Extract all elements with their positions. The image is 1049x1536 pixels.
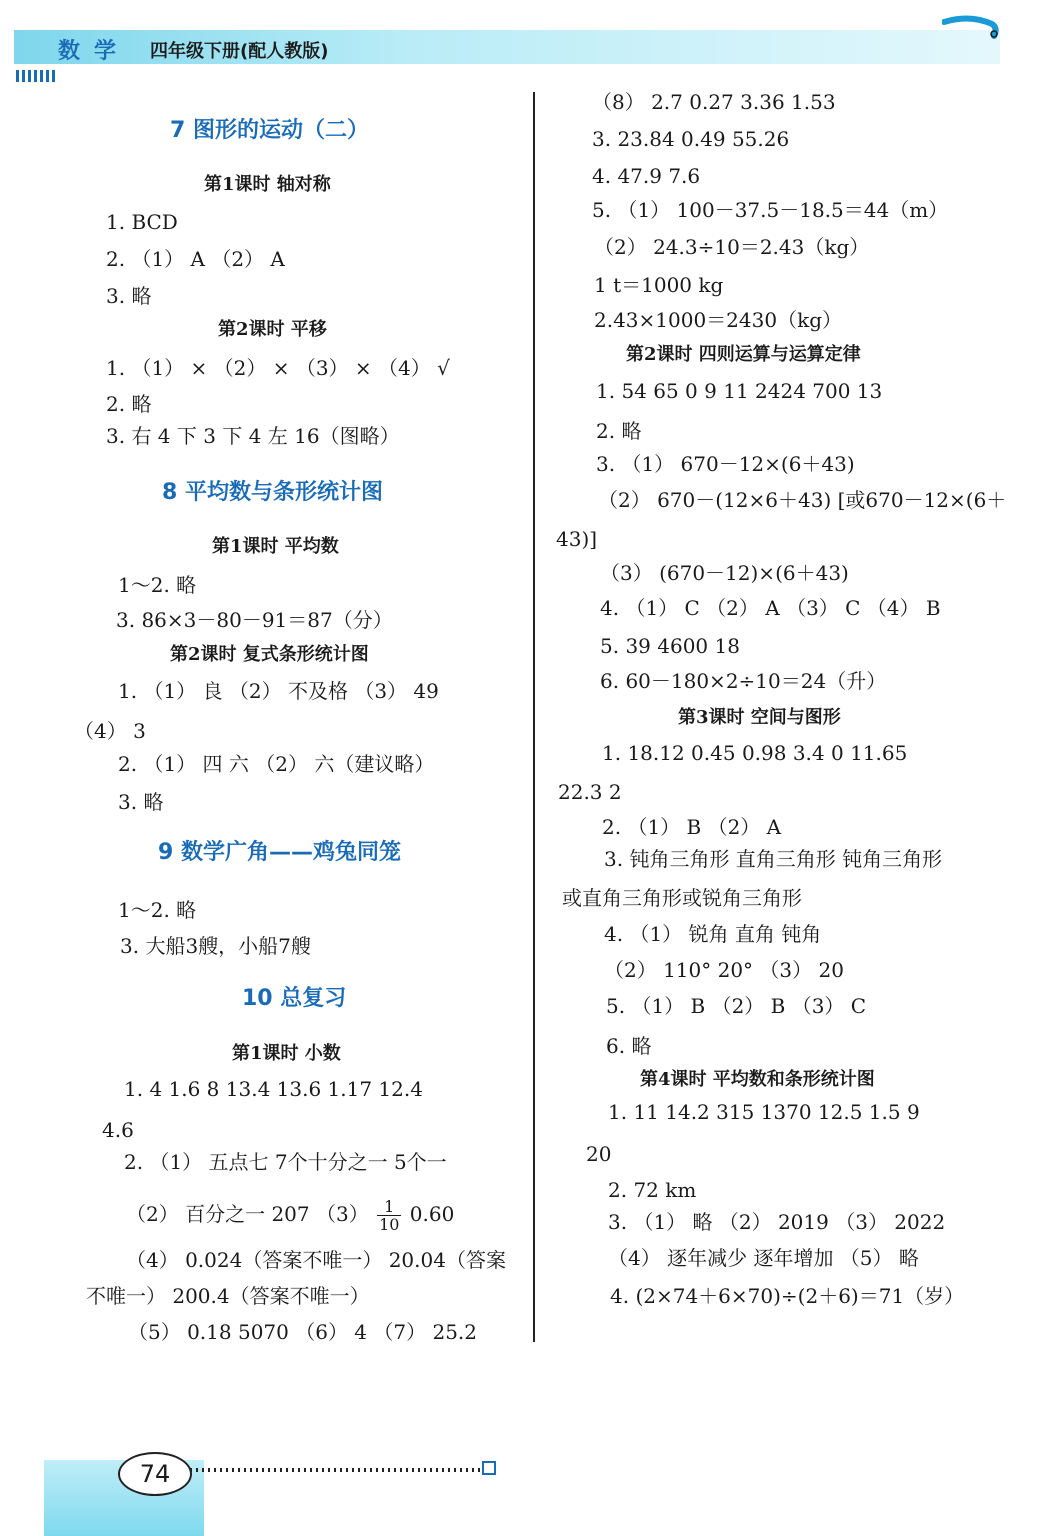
answer-line: 1. BCD [106, 210, 178, 234]
chapter-heading: 7 图形的运动（二） [170, 118, 369, 143]
answer-line: 5. （1） 100－37.5－18.5＝44（m） [592, 198, 949, 222]
answer-line: 1. （1） × （2） × （3） × （4） √ [106, 356, 450, 380]
answer-line: 1. （1） 良 （2） 不及格 （3） 49 [118, 679, 439, 703]
fraction-denominator: 10 [379, 1215, 400, 1234]
answer-line: （2） 670－(12×6＋43) [或670－12×(6＋ [598, 488, 1007, 512]
answer-line: 3. 钝角三角形 直角三角形 钝角三角形 [604, 847, 943, 871]
header-book-title: 四年级下册(配人教版) [150, 41, 329, 62]
answer-line: 1. 11 14.2 315 1370 12.5 1.5 9 [608, 1100, 920, 1124]
answer-line: 43)] [556, 527, 598, 551]
answer-line: 4. （1） 锐角 直角 钝角 [604, 922, 822, 946]
answer-line: 4. 47.9 7.6 [592, 164, 701, 188]
answer-line: 2.43×1000＝2430（kg） [594, 308, 843, 332]
fraction-numerator: 1 [377, 1198, 401, 1216]
answer-line: 2. （1） A （2） A [106, 247, 285, 271]
header-swoosh-icon [942, 14, 1000, 40]
column-divider [533, 92, 535, 1342]
answer-line: 2. （1） 五点七 7个十分之一 5个一 [124, 1150, 447, 1174]
header-tick-decoration [16, 70, 56, 82]
header-subject: 数学 [58, 39, 131, 64]
chapter-heading: 9 数学广角——鸡兔同笼 [158, 840, 401, 865]
answer-line: 5. （1） B （2） B （3） C [606, 994, 867, 1018]
answer-line: 1. 4 1.6 8 13.4 13.6 1.17 12.4 [124, 1077, 423, 1101]
answer-line: 20 [586, 1142, 612, 1166]
fraction-suffix: 0.60 [409, 1202, 455, 1226]
answer-line: （5） 0.18 5070 （6） 4 （7） 25.2 [128, 1320, 478, 1344]
answer-line: 3. （1） 670－12×(6＋43) [596, 452, 855, 476]
lesson-heading: 第3课时 空间与图形 [678, 707, 841, 728]
answer-line: 6. 略 [606, 1034, 652, 1058]
lesson-heading: 第1课时 平均数 [212, 536, 339, 557]
answer-line: （8） 2.7 0.27 3.36 1.53 [592, 90, 836, 114]
answer-line: 2. 略 [596, 419, 642, 443]
answer-line: 3. 23.84 0.49 55.26 [592, 127, 790, 151]
answer-line: 4. （1） C （2） A （3） C （4） B [600, 596, 941, 620]
chapter-heading: 8 平均数与条形统计图 [162, 480, 383, 505]
lesson-heading: 第2课时 复式条形统计图 [170, 644, 369, 665]
answer-line: 6. 60－180×2÷10＝24（升） [600, 669, 887, 693]
footer-square-icon [482, 1461, 496, 1475]
answer-line: 1～2. 略 [118, 898, 197, 922]
answer-line: （4） 3 [74, 719, 146, 743]
answer-line: （3） (670－12)×(6＋43) [600, 561, 849, 585]
answer-line: 4.6 [102, 1118, 134, 1142]
answer-line: 4. (2×74＋6×70)÷(2＋6)＝71（岁） [610, 1284, 965, 1308]
answer-line: （2） 24.3÷10＝2.43（kg） [594, 235, 870, 259]
fraction-prefix: （2） 百分之一 207 （3） [126, 1202, 369, 1226]
lesson-heading: 第1课时 小数 [232, 1043, 341, 1064]
answer-line: 22.3 2 [558, 780, 622, 804]
answer-line: 2. （1） B （2） A [602, 815, 782, 839]
answer-line: 1～2. 略 [118, 573, 197, 597]
answer-line: 2. 略 [106, 392, 152, 416]
answer-line: （2） 110° 20° （3） 20 [604, 958, 844, 982]
fraction [377, 1198, 401, 1233]
footer-dotted-rule [190, 1468, 480, 1472]
answer-line: 3. 略 [106, 284, 152, 308]
answer-line: 3. （1） 略 （2） 2019 （3） 2022 [608, 1210, 946, 1234]
page-number: 74 [118, 1452, 192, 1496]
answer-line: （4） 0.024（答案不唯一） 20.04（答案 [126, 1248, 506, 1272]
answer-line: 3. 大船3艘，小船7艘 [120, 934, 311, 958]
answer-line: （4） 逐年减少 逐年增加 （5） 略 [608, 1246, 919, 1270]
answer-line: 5. 39 4600 18 [600, 634, 740, 658]
answer-line: 或直角三角形或锐角三角形 [562, 886, 802, 910]
answer-line: 3. 略 [118, 790, 164, 814]
answer-line: 3. 右 4 下 3 下 4 左 16（图略） [106, 424, 400, 448]
answer-line: 不唯一） 200.4（答案不唯一） [86, 1284, 370, 1308]
answer-line: 1. 18.12 0.45 0.98 3.4 0 11.65 [602, 741, 908, 765]
answer-line: 1. 54 65 0 9 11 2424 700 13 [596, 379, 883, 403]
answer-line: 2. 72 km [608, 1178, 697, 1202]
lesson-heading: 第2课时 四则运算与运算定律 [626, 344, 861, 365]
answer-line: 3. 86×3－80－91＝87（分） [116, 608, 393, 632]
answer-line-fraction [126, 1198, 454, 1233]
lesson-heading: 第4课时 平均数和条形统计图 [640, 1069, 875, 1090]
lesson-heading: 第1课时 轴对称 [204, 174, 331, 195]
answer-line: 1 t＝1000 kg [594, 273, 724, 297]
answer-line: 2. （1） 四 六 （2） 六（建议略） [118, 752, 435, 776]
lesson-heading: 第2课时 平移 [218, 319, 327, 340]
chapter-heading: 10 总复习 [242, 986, 347, 1011]
